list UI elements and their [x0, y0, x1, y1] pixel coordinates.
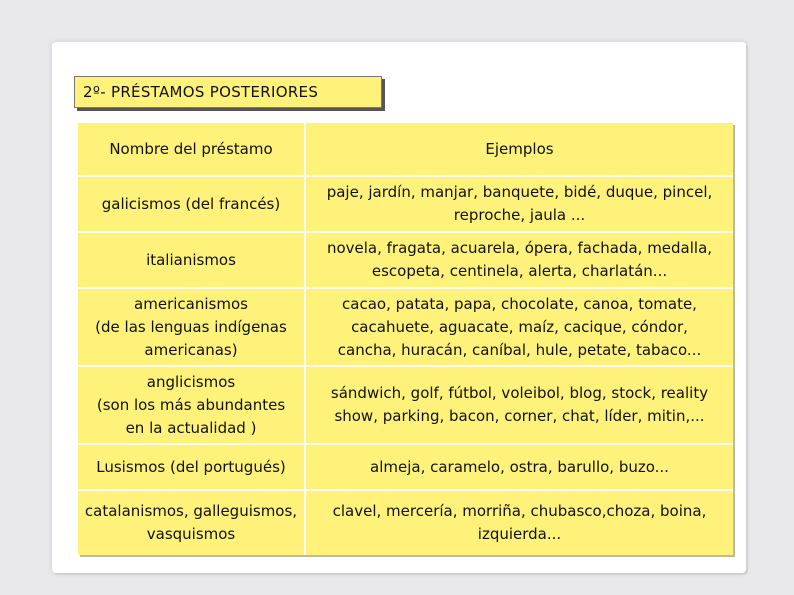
row-americanismos-examples: cacao, patata, papa, chocolate, canoa, tomate, cacahuete, aguacate, maíz, cacique, cóndor, cancha, huracán, caníbal, hule, petate, tabaco...	[337, 294, 702, 359]
row-anglicismos-label: anglicismos	[146, 372, 236, 391]
row-catalanismos-examples: clavel, mercería, morriña, chubasco,choza, boina, izquierda...	[332, 502, 707, 543]
row-lusismos-name: Lusismos (del portugués)	[96, 457, 286, 476]
row-americanismos-name	[78, 289, 304, 365]
section-title-text: 2º- PRÉSTAMOS POSTERIORES	[83, 83, 319, 101]
section-title	[74, 76, 382, 108]
table-divider	[78, 287, 733, 289]
row-galicismos-examples: paje, jardín, manjar, banquete, bidé, duque, pincel, reproche, jaula ...	[326, 183, 713, 224]
table-divider	[78, 231, 733, 233]
row-anglicismos-name	[78, 367, 304, 443]
table-divider	[78, 365, 733, 367]
row-anglicismos-examples: sándwich, golf, fútbol, voleibol, blog, stock, reality show, parking, bacon, corner, chat, líder, mitin,...	[330, 384, 709, 425]
row-italianismos-examples: novela, fragata, acuarela, ópera, fachada, medalla, escopeta, centinela, alerta, charlatán...	[326, 239, 713, 280]
loanwords-table	[78, 123, 733, 555]
row-catalanismos-name: catalanismos, galleguismos, vasquismos	[84, 502, 298, 543]
table-divider	[78, 175, 733, 177]
header-name: Nombre del préstamo	[109, 139, 273, 158]
row-lusismos-examples: almeja, caramelo, ostra, barullo, buzo...	[370, 457, 669, 476]
table-divider	[78, 443, 733, 445]
row-galicismos-name: galicismos (del francés)	[101, 194, 281, 213]
table-divider	[78, 489, 733, 491]
table-column-divider	[304, 123, 306, 555]
row-americanismos-label: americanismos	[134, 294, 248, 313]
row-americanismos-note: (de las lenguas indígenas americanas)	[95, 317, 287, 359]
row-anglicismos-note: (son los más abundantes en la actualidad )	[96, 395, 286, 437]
header-examples: Ejemplos	[485, 139, 554, 158]
row-italianismos-name: italianismos	[146, 250, 236, 269]
